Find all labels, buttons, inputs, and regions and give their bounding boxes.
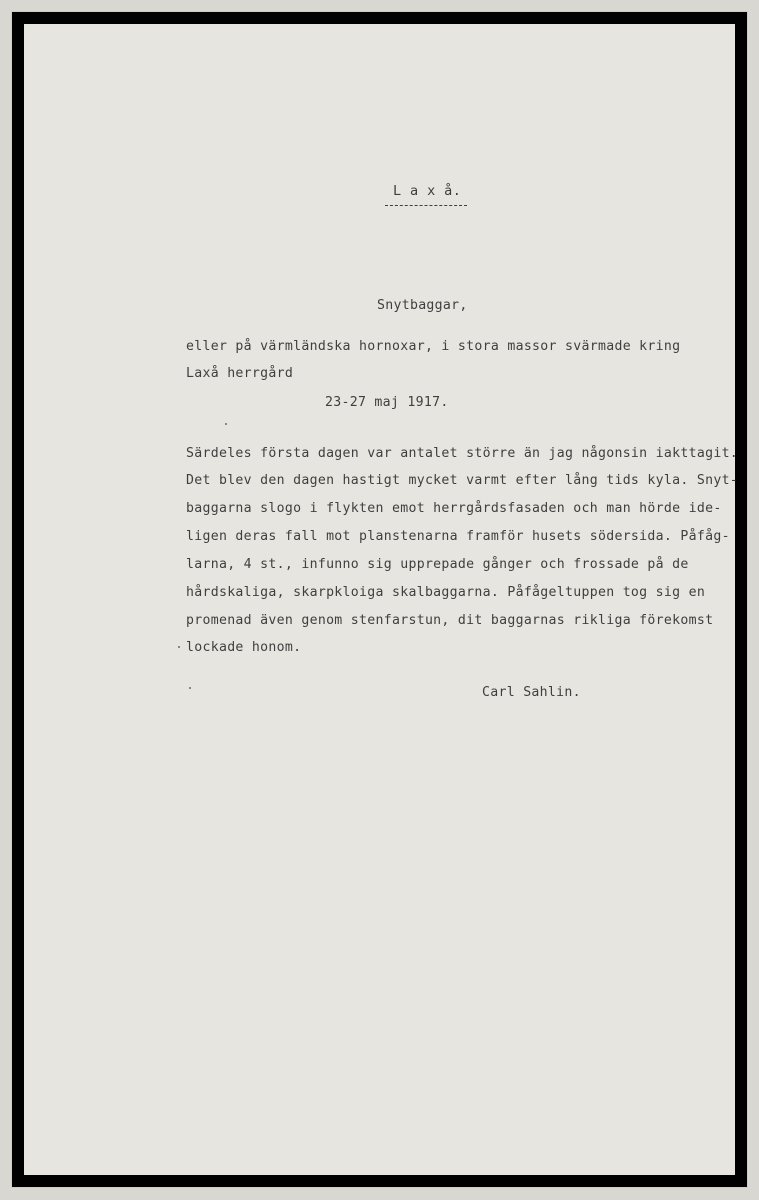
paper-speck [225,423,227,425]
body-line: baggarna slogo i flykten emot herrgårdsfasaden och man hörde ide- [186,501,722,516]
body-line: larna, 4 st., infunno sig upprepade gånger och frossade på de [186,557,689,572]
paper-speck [189,687,191,689]
heading-underline [385,205,467,206]
intro-line: Laxå herrgård [186,366,294,381]
document-subtitle: Snytbaggar, [377,298,468,313]
body-line: lockade honom. [186,640,302,655]
signature: Carl Sahlin. [482,685,581,700]
document-sheet [12,12,747,1187]
body-line: hårdskaliga, skarpkloiga skalbaggarna. Påfågeltuppen tog sig en [186,585,706,600]
date-line: 23-27 maj 1917. [325,395,449,410]
body-line: Särdeles första dagen var antalet större än jag någonsin iakttagit. [186,446,739,461]
body-line: ligen deras fall mot planstenarna framför husets södersida. Påfåg- [186,529,730,544]
paper-speck [178,646,180,648]
body-line: promenad även genom stenfarstun, dit baggarnas rikliga förekomst [186,613,714,628]
document-heading: L a x å. [393,183,462,199]
body-line: Det blev den dagen hastigt mycket varmt efter lång tids kyla. Snyt- [186,473,739,488]
intro-line: eller på värmländska hornoxar, i stora massor svärmade kring [186,339,681,354]
